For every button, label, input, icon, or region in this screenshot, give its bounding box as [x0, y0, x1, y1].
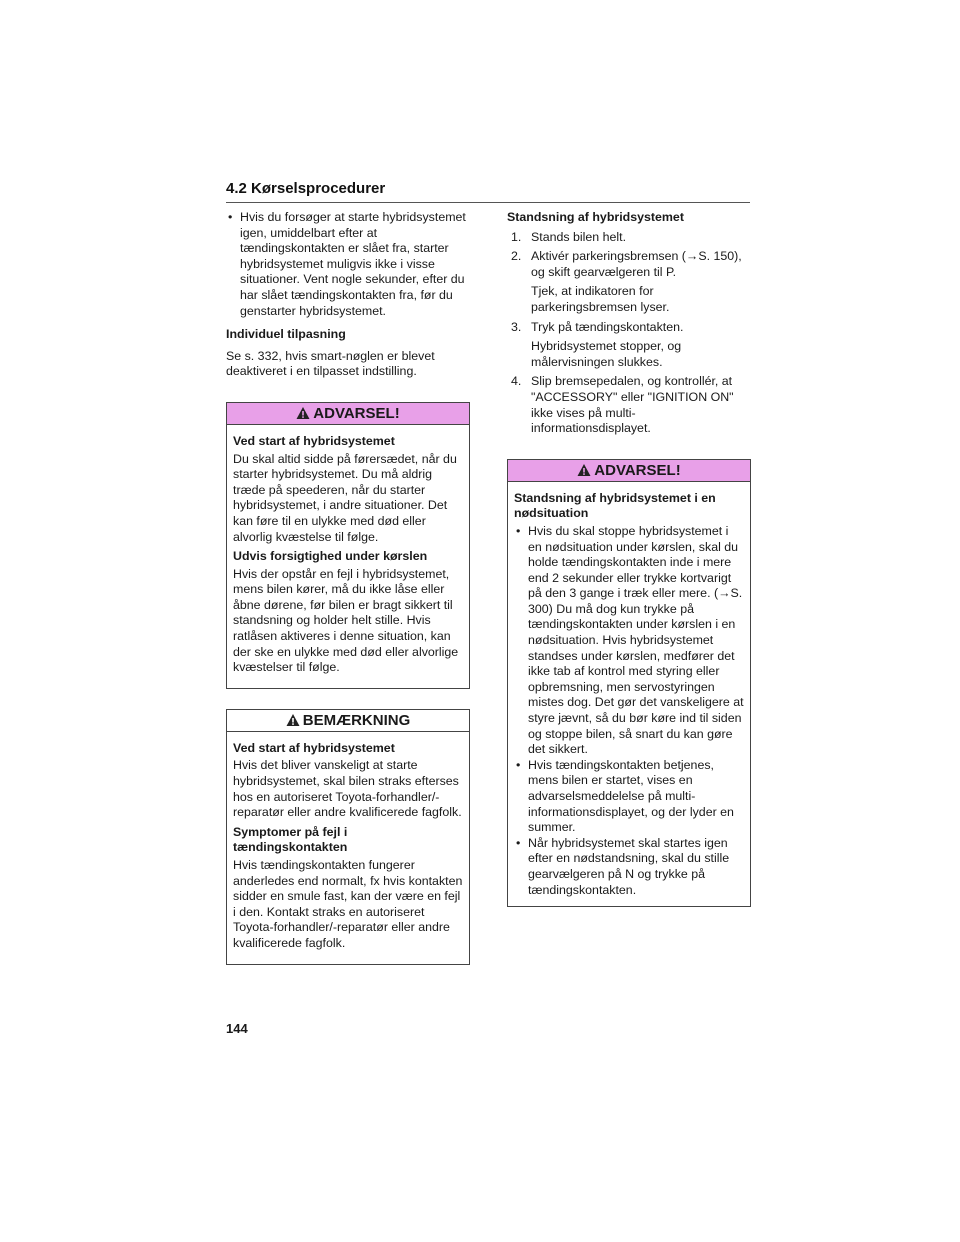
- warning-icon: [577, 463, 591, 477]
- warning-text-start: Du skal altid sidde på førersædet, når du starter hybridsystemet. Du må aldrig træde på speederen, når du starter hybridsystemet, i andre situationer. Det kan føre til en ulykke med død eller alvorlig kvæstelse til følge.: [233, 451, 457, 544]
- note-text-start: Hvis det bliver vanskeligt at starte hybridsystemet, skal bilen straks efterses hos en autoriseret Toyota-forhandler/-reparatør eller andre kvalificerede fagfolk.: [233, 758, 462, 820]
- warning-heading-start: Ved start af hybridsystemet: [233, 433, 395, 448]
- warning-bullet-message-text: Hvis tændingskontakten betjenes, mens bilen er startet, vises en advarselsmeddelelse på multi-informationsdisplayet, og der lyder en summer.: [528, 757, 734, 835]
- custom-text: Se s. 332, hvis smart-nøglen er blevet deaktiveret i en tilpasset indstilling.: [226, 348, 435, 379]
- step-line: [511, 374, 751, 436]
- step-line: [511, 230, 751, 246]
- warning-heading-driving: Udvis forsigtighed under kørslen: [233, 549, 428, 564]
- warning-box-header: [227, 403, 469, 425]
- stop-step: [507, 320, 751, 371]
- bullet-dot: •: [516, 523, 521, 538]
- step-subtext: Hybridsystemet stopper, og målervisningen slukkes.: [531, 339, 682, 369]
- left-column: [226, 210, 470, 965]
- warning-text-driving: Hvis der opstår en fejl i hybridsystemet, mens bilen kører, må du ikke låse eller åbne dørene, før bilen er bragt sikkert til standsning og holder helt stille. Hvis ratlåsen aktiveres i denne situation, kan der ske en ulykke med død eller alvorlige kvæstelser til følge.: [233, 566, 459, 675]
- step-line: [511, 320, 751, 336]
- restart-bullet-text: Hvis du forsøger at starte hybridsystemet igen, umiddelbart efter at tændingskontakten er slået fra, starter hybridsystemet muligvis ikke i visse situationer. Vent nogle sekunder, efter du har slået tændingskontakten fra, før du genstarter hybridsystemet.: [240, 210, 466, 318]
- bullet-dot: •: [516, 757, 521, 772]
- bullet-dot: •: [228, 210, 233, 224]
- stop-steps: [507, 230, 751, 437]
- note-title: BEMÆRKNING: [302, 711, 411, 729]
- warning-title: ADVARSEL!: [313, 404, 400, 422]
- step-number: 3.: [511, 319, 522, 334]
- step-text: Slip bremsepedalen, og kontrollér, at "ACCESSORY" eller "IGNITION ON" ikke vises på multi-informationsdisplayet.: [531, 374, 734, 436]
- caution-icon: [286, 713, 300, 727]
- section-title: 4.2 Kørselsprocedurer: [226, 180, 386, 197]
- bullet-dot: •: [516, 835, 521, 850]
- right-column: [507, 210, 751, 907]
- note-box-body: [227, 732, 469, 964]
- step-text: Tryk på tændingskontakten.: [531, 319, 684, 334]
- warning-bullet-restart-text: Når hybridsystemet skal startes igen efter en nødstandsning, skal du stille gearvælgeren på N og trykke på tændingskontakten.: [528, 835, 730, 897]
- stop-heading: Standsning af hybridsystemet: [507, 210, 684, 224]
- note-text-symptoms: Hvis tændingskontakten fungerer anderledes end normalt, fx hvis kontakten sidder en smule fast, kan der være en fejl i den. Kontakt straks en autoriseret Toyota-forhandler/-reparatør eller andre kvalificerede fagfolk.: [233, 858, 463, 950]
- step-subtext: Tjek, at indikatoren for parkeringsbremsen lyser.: [531, 284, 670, 314]
- note-box: [226, 709, 470, 965]
- warning-bullet-emergency-text: Hvis du skal stoppe hybridsystemet i en nødsituation under kørslen, skal du holde tændingskontakten inde i mere end 2 sekunder eller trykke kortvarigt på den 3 gange i træk eller mere. (→S. 300) Du må dog kun trykke på tændingskontakten under kørslen i en nødsituation. Hvis hybridsystemet standses under kørslen, medfører det ikke tab af kontrol med styring eller opbremsning, men servostyringen mistes dog. Det gør det vanskeligere at styre jævnt, så du bør køre ind til siden og stoppe bilen, så snart du kan gøre det sikkert.: [528, 523, 744, 757]
- warning-box-left: [226, 402, 470, 689]
- step-text: Aktivér parkeringsbremsen (→S. 150), og skift gearvælgeren til P.: [531, 249, 742, 279]
- stop-step: [507, 230, 751, 246]
- stop-step: [507, 249, 751, 315]
- restart-bullet: [226, 210, 470, 319]
- warning-box-body: [508, 482, 750, 906]
- note-heading-symptoms: Symptomer på fejl i tændingskontakten: [233, 824, 348, 855]
- warning-bullet-emergency: [514, 524, 744, 758]
- note-heading-start: Ved start af hybridsystemet: [233, 740, 395, 755]
- warning-box-right: [507, 459, 751, 907]
- step-number: 1.: [511, 229, 522, 244]
- section-header: [226, 180, 750, 203]
- stop-step: [507, 374, 751, 436]
- warning-bullet-message: [514, 758, 744, 836]
- step-number: 2.: [511, 249, 522, 264]
- step-text: Stands bilen helt.: [531, 229, 627, 244]
- warning-icon: [296, 406, 310, 420]
- warning-title: ADVARSEL!: [594, 461, 681, 479]
- warning-box-body: [227, 425, 469, 688]
- step-number: 4.: [511, 374, 522, 389]
- page-number: 144: [226, 1021, 248, 1036]
- warning-bullet-restart: [514, 836, 744, 898]
- warning-box-header: [508, 460, 750, 482]
- custom-heading: Individuel tilpasning: [226, 327, 346, 342]
- note-box-header: [227, 710, 469, 732]
- step-line: [511, 249, 751, 280]
- warning-heading-emergency: Standsning af hybridsystemet i en nødsituation: [514, 490, 716, 521]
